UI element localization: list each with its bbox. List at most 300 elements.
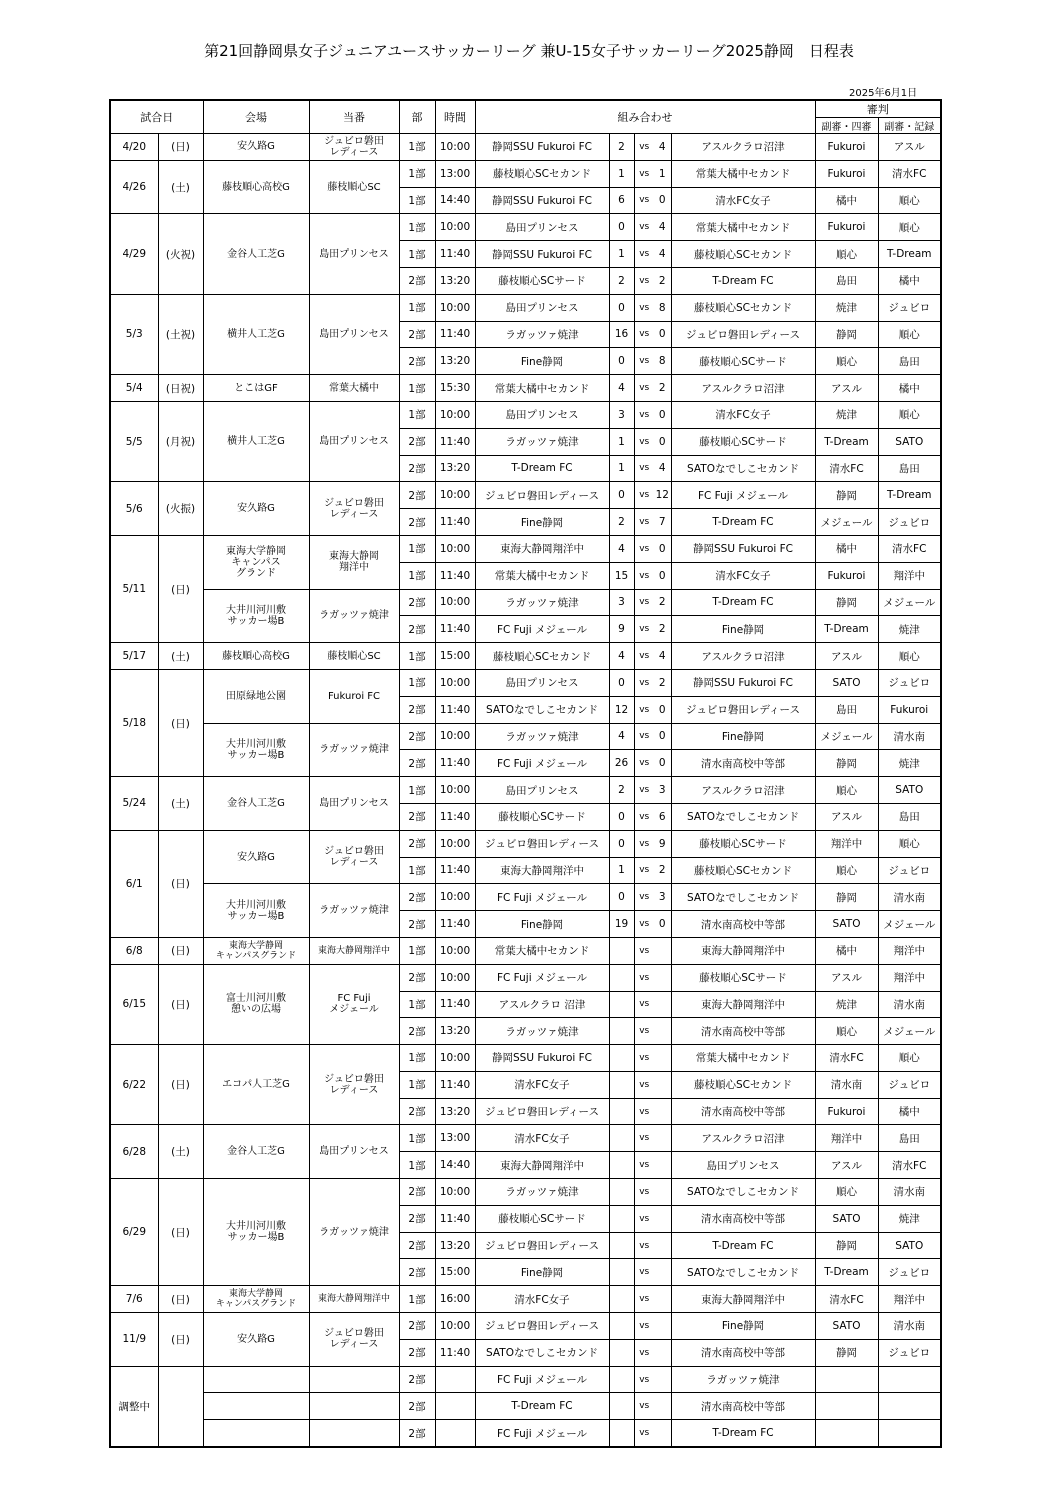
- division: 1部: [399, 535, 435, 562]
- referee-2: ジュビロ: [878, 857, 941, 884]
- home-score: 1: [609, 857, 634, 884]
- kickoff-time: 15:00: [435, 1259, 475, 1286]
- vs-label: vs: [634, 1366, 654, 1393]
- schedule-row: [110, 401, 941, 428]
- referee-1: [815, 1420, 878, 1447]
- venue-name: 安久路G: [203, 1313, 309, 1367]
- away-team: 藤枝順心SCサード: [671, 830, 815, 857]
- schedule-row: [110, 1366, 941, 1393]
- home-score: 1: [609, 428, 634, 455]
- schedule-row: [110, 1125, 941, 1152]
- away-team: ジュビロ磐田レディース: [671, 696, 815, 723]
- host-team: ラガッツァ焼津: [309, 723, 399, 777]
- referee-2: [878, 1393, 941, 1420]
- match-date: 5/17: [110, 643, 158, 670]
- division: 2部: [399, 723, 435, 750]
- venue-name: 東海大学静岡 キャンパスグランド: [203, 1286, 309, 1313]
- away-team: 藤枝順心SCサード: [671, 348, 815, 375]
- venue-name: とこはGF: [203, 375, 309, 402]
- away-team: 清水南高校中等部: [671, 1339, 815, 1366]
- away-team: T-Dream FC: [671, 589, 815, 616]
- schedule-row: [110, 1393, 941, 1420]
- referee-1: 静岡: [815, 884, 878, 911]
- host-team: [309, 1393, 399, 1420]
- vs-label: vs: [634, 750, 654, 777]
- home-score: [609, 1125, 634, 1152]
- away-team: 藤枝順心SCサード: [671, 428, 815, 455]
- home-team: 藤枝順心SCサード: [475, 803, 609, 830]
- referee-2: 島田: [878, 803, 941, 830]
- referee-2: 橘中: [878, 375, 941, 402]
- division: 1部: [399, 937, 435, 964]
- referee-1: Fukuroi: [815, 562, 878, 589]
- kickoff-time: 10:00: [435, 830, 475, 857]
- home-team: ラガッツァ焼津: [475, 1179, 609, 1206]
- venue-name: 東海大学静岡 キャンパスグランド: [203, 937, 309, 964]
- division: 2部: [399, 348, 435, 375]
- away-team: 東海大静岡翔洋中: [671, 937, 815, 964]
- referee-2: ジュビロ: [878, 669, 941, 696]
- vs-label: vs: [634, 535, 654, 562]
- vs-label: vs: [634, 214, 654, 241]
- division: 2部: [399, 428, 435, 455]
- division: 2部: [399, 803, 435, 830]
- host-team: [309, 1366, 399, 1393]
- referee-1: アスル: [815, 643, 878, 670]
- referee-1: T-Dream: [815, 616, 878, 643]
- away-team: 清水南高校中等部: [671, 1205, 815, 1232]
- host-team: 島田プリンセス: [309, 214, 399, 294]
- away-score: [654, 937, 671, 964]
- home-team: FC Fuji メジェール: [475, 964, 609, 991]
- venue-name: 金谷人工芝G: [203, 1125, 309, 1179]
- kickoff-time: 13:20: [435, 1232, 475, 1259]
- division: 2部: [399, 1018, 435, 1045]
- home-team: ラガッツァ焼津: [475, 723, 609, 750]
- division: 1部: [399, 643, 435, 670]
- home-team: SATOなでしこセカンド: [475, 696, 609, 723]
- schedule-table: [109, 99, 942, 1448]
- vs-label: vs: [634, 1232, 654, 1259]
- away-score: [654, 1018, 671, 1045]
- host-team: Fukuroi FC: [309, 669, 399, 723]
- home-score: [609, 1098, 634, 1125]
- referee-1: 橘中: [815, 535, 878, 562]
- away-team: 静岡SSU Fukuroi FC: [671, 535, 815, 562]
- away-team: アスルクラロ沼津: [671, 375, 815, 402]
- match-weekday: (日): [158, 1313, 203, 1367]
- vs-label: vs: [634, 830, 654, 857]
- referee-2: 清水FC: [878, 160, 941, 187]
- referee-2: 島田: [878, 1125, 941, 1152]
- schedule-row: [110, 1179, 941, 1206]
- vs-label: vs: [634, 696, 654, 723]
- away-score: [654, 1045, 671, 1072]
- referee-2: 清水南: [878, 991, 941, 1018]
- vs-label: vs: [634, 1205, 654, 1232]
- home-score: [609, 1366, 634, 1393]
- vs-label: vs: [634, 1259, 654, 1286]
- home-team: 島田プリンセス: [475, 669, 609, 696]
- away-team: アスルクラロ沼津: [671, 1125, 815, 1152]
- vs-label: vs: [634, 1420, 654, 1447]
- kickoff-time: 10:00: [435, 589, 475, 616]
- away-team: 藤枝順心SCセカンド: [671, 241, 815, 268]
- match-date: 4/29: [110, 214, 158, 294]
- away-team: 藤枝順心SCセカンド: [671, 857, 815, 884]
- kickoff-time: 13:20: [435, 455, 475, 482]
- home-team: FC Fuji メジェール: [475, 750, 609, 777]
- referee-2: SATO: [878, 1232, 941, 1259]
- schedule-row: [110, 1045, 941, 1072]
- match-weekday: (日): [158, 830, 203, 937]
- venue-name: 大井川河川敷 サッカー場B: [203, 589, 309, 643]
- host-team: [309, 1420, 399, 1447]
- vs-label: vs: [634, 723, 654, 750]
- home-team: ジュビロ磐田レディース: [475, 1313, 609, 1340]
- division: 2部: [399, 1313, 435, 1340]
- referee-2: 島田: [878, 348, 941, 375]
- referee-2: 焼津: [878, 1205, 941, 1232]
- home-team: ジュビロ磐田レディース: [475, 830, 609, 857]
- venue-name: 富士川河川敷 憩いの広場: [203, 964, 309, 1044]
- header-match-day: 試合日: [110, 100, 203, 134]
- kickoff-time: 10:00: [435, 669, 475, 696]
- away-score: [654, 964, 671, 991]
- referee-1: 静岡: [815, 321, 878, 348]
- referee-2: 焼津: [878, 750, 941, 777]
- kickoff-time: 10:00: [435, 482, 475, 509]
- referee-2: メジェール: [878, 1018, 941, 1045]
- kickoff-time: 13:00: [435, 1125, 475, 1152]
- away-score: [654, 1098, 671, 1125]
- referee-2: 順心: [878, 830, 941, 857]
- venue-name: 安久路G: [203, 134, 309, 161]
- away-score: [654, 991, 671, 1018]
- away-team: 清水FC女子: [671, 562, 815, 589]
- away-score: [654, 1205, 671, 1232]
- vs-label: vs: [634, 1018, 654, 1045]
- division: 2部: [399, 455, 435, 482]
- division: 1部: [399, 857, 435, 884]
- home-team: 藤枝順心SCサード: [475, 1205, 609, 1232]
- division: 1部: [399, 241, 435, 268]
- header-referee: 審判: [815, 100, 941, 118]
- home-score: [609, 1045, 634, 1072]
- home-score: [609, 1393, 634, 1420]
- home-score: 4: [609, 643, 634, 670]
- referee-1: 順心: [815, 1018, 878, 1045]
- vs-label: vs: [634, 1125, 654, 1152]
- match-weekday: (日): [158, 134, 203, 161]
- referee-2: [878, 1420, 941, 1447]
- schedule-row: [110, 214, 941, 241]
- division: 2部: [399, 321, 435, 348]
- referee-2: 順心: [878, 401, 941, 428]
- home-team: T-Dream FC: [475, 1393, 609, 1420]
- home-score: [609, 1152, 634, 1179]
- away-score: [654, 1071, 671, 1098]
- kickoff-time: 11:40: [435, 321, 475, 348]
- away-team: Fine静岡: [671, 616, 815, 643]
- referee-1: 順心: [815, 241, 878, 268]
- venue-name: 金谷人工芝G: [203, 777, 309, 831]
- vs-label: vs: [634, 401, 654, 428]
- referee-2: 清水FC: [878, 535, 941, 562]
- home-score: [609, 964, 634, 991]
- away-team: SATOなでしこセカンド: [671, 1179, 815, 1206]
- kickoff-time: 16:00: [435, 1286, 475, 1313]
- referee-1: [815, 1393, 878, 1420]
- home-score: 9: [609, 616, 634, 643]
- kickoff-time: 11:40: [435, 1339, 475, 1366]
- schedule-row: [110, 535, 941, 562]
- home-score: 6: [609, 187, 634, 214]
- referee-2: 島田: [878, 455, 941, 482]
- home-team: 藤枝順心SCサード: [475, 267, 609, 294]
- referee-2: 順心: [878, 321, 941, 348]
- home-team: 清水FC女子: [475, 1125, 609, 1152]
- home-score: 26: [609, 750, 634, 777]
- schedule-body: [110, 134, 941, 1448]
- vs-label: vs: [634, 1179, 654, 1206]
- away-team: ジュビロ磐田レディース: [671, 321, 815, 348]
- match-date: 7/6: [110, 1286, 158, 1313]
- kickoff-time: 11:40: [435, 911, 475, 938]
- issue-date: 2025年6月1日: [849, 88, 918, 99]
- kickoff-time: 11:40: [435, 562, 475, 589]
- vs-label: vs: [634, 669, 654, 696]
- division: 1部: [399, 991, 435, 1018]
- match-weekday: (日): [158, 964, 203, 1044]
- division: 2部: [399, 1393, 435, 1420]
- away-team: 清水南高校中等部: [671, 750, 815, 777]
- away-team: FC Fuji メジェール: [671, 482, 815, 509]
- referee-2: 順心: [878, 214, 941, 241]
- match-weekday: (月祝): [158, 401, 203, 481]
- page-title: 第21回静岡県女子ジュニアユースサッカーリーグ 兼U-15女子サッカーリーグ2025静岡 日程表: [204, 42, 854, 60]
- home-score: 3: [609, 589, 634, 616]
- home-team: 清水FC女子: [475, 1071, 609, 1098]
- referee-2: 清水南: [878, 884, 941, 911]
- division: 2部: [399, 482, 435, 509]
- home-score: 0: [609, 884, 634, 911]
- vs-label: vs: [634, 428, 654, 455]
- division: 2部: [399, 509, 435, 536]
- schedule-row: [110, 937, 941, 964]
- home-team: 島田プリンセス: [475, 294, 609, 321]
- home-score: 1: [609, 455, 634, 482]
- home-team: 常葉大橘中セカンド: [475, 562, 609, 589]
- referee-1: アスル: [815, 375, 878, 402]
- referee-2: Fukuroi: [878, 696, 941, 723]
- vs-label: vs: [634, 294, 654, 321]
- home-team: 東海大静岡翔洋中: [475, 535, 609, 562]
- host-team: 島田プリンセス: [309, 777, 399, 831]
- vs-label: vs: [634, 241, 654, 268]
- match-weekday: (日祝): [158, 375, 203, 402]
- kickoff-time: 11:40: [435, 241, 475, 268]
- venue-name: 大井川河川敷 サッカー場B: [203, 884, 309, 938]
- division: 2部: [399, 1366, 435, 1393]
- header-ref1: 副審・四審: [815, 118, 878, 134]
- division: 2部: [399, 616, 435, 643]
- away-score: 3: [654, 884, 671, 911]
- match-weekday: (日): [158, 937, 203, 964]
- away-score: 2: [654, 669, 671, 696]
- match-date: 6/1: [110, 830, 158, 937]
- away-team: 常葉大橘中セカンド: [671, 160, 815, 187]
- away-score: 4: [654, 241, 671, 268]
- referee-1: Fukuroi: [815, 1098, 878, 1125]
- vs-label: vs: [634, 777, 654, 804]
- schedule-row: [110, 294, 941, 321]
- away-score: 8: [654, 294, 671, 321]
- host-team: 東海大静岡翔洋中: [309, 1286, 399, 1313]
- host-team: 東海大静岡 翔洋中: [309, 535, 399, 589]
- venue-name: 藤枝順心高校G: [203, 643, 309, 670]
- vs-label: vs: [634, 1152, 654, 1179]
- referee-2: ジュビロ: [878, 1071, 941, 1098]
- referee-2: 清水南: [878, 1179, 941, 1206]
- referee-1: アスル: [815, 964, 878, 991]
- home-team: FC Fuji メジェール: [475, 1420, 609, 1447]
- venue-name: 安久路G: [203, 830, 309, 884]
- away-team: SATOなでしこセカンド: [671, 455, 815, 482]
- venue-name: 東海大学静岡 キャンパス グランド: [203, 535, 309, 589]
- away-score: 3: [654, 777, 671, 804]
- kickoff-time: 11:40: [435, 428, 475, 455]
- match-weekday: (土祝): [158, 294, 203, 374]
- referee-2: 順心: [878, 1045, 941, 1072]
- away-score: 0: [654, 723, 671, 750]
- home-team: 静岡SSU Fukuroi FC: [475, 134, 609, 161]
- division: 1部: [399, 187, 435, 214]
- away-team: 藤枝順心SCセカンド: [671, 294, 815, 321]
- home-score: 16: [609, 321, 634, 348]
- referee-2: 清水FC: [878, 1152, 941, 1179]
- division: 1部: [399, 214, 435, 241]
- referee-1: SATO: [815, 1205, 878, 1232]
- home-score: 0: [609, 482, 634, 509]
- referee-1: 順心: [815, 1179, 878, 1206]
- host-team: 島田プリンセス: [309, 401, 399, 481]
- home-score: 2: [609, 267, 634, 294]
- division: 1部: [399, 1071, 435, 1098]
- referee-2: SATO: [878, 428, 941, 455]
- away-score: [654, 1125, 671, 1152]
- kickoff-time: 10:00: [435, 535, 475, 562]
- kickoff-time: 13:20: [435, 1098, 475, 1125]
- match-weekday: (日): [158, 1179, 203, 1286]
- home-score: [609, 1179, 634, 1206]
- referee-2: T-Dream: [878, 482, 941, 509]
- referee-2: 順心: [878, 187, 941, 214]
- kickoff-time: 10:00: [435, 294, 475, 321]
- away-team: 清水南高校中等部: [671, 1393, 815, 1420]
- referee-1: 静岡: [815, 750, 878, 777]
- home-team: FC Fuji メジェール: [475, 884, 609, 911]
- division: 2部: [399, 696, 435, 723]
- vs-label: vs: [634, 1393, 654, 1420]
- match-date: 4/26: [110, 160, 158, 214]
- home-score: [609, 1420, 634, 1447]
- away-score: [654, 1152, 671, 1179]
- home-team: 島田プリンセス: [475, 401, 609, 428]
- referee-2: アスル: [878, 134, 941, 161]
- division: 1部: [399, 1125, 435, 1152]
- away-team: SATOなでしこセカンド: [671, 884, 815, 911]
- home-team: 藤枝順心SCセカンド: [475, 160, 609, 187]
- home-score: 0: [609, 348, 634, 375]
- away-score: 12: [654, 482, 671, 509]
- away-team: 静岡SSU Fukuroi FC: [671, 669, 815, 696]
- home-team: ラガッツァ焼津: [475, 589, 609, 616]
- host-team: 藤枝順心SC: [309, 160, 399, 214]
- away-team: 清水南高校中等部: [671, 1018, 815, 1045]
- referee-2: T-Dream: [878, 241, 941, 268]
- away-score: 2: [654, 589, 671, 616]
- schedule-row: [110, 669, 941, 696]
- referee-1: 翔洋中: [815, 1125, 878, 1152]
- away-team: T-Dream FC: [671, 267, 815, 294]
- referee-1: 静岡: [815, 1339, 878, 1366]
- schedule-row: [110, 1313, 941, 1340]
- home-score: [609, 1018, 634, 1045]
- referee-2: 橘中: [878, 1098, 941, 1125]
- away-team: 島田プリンセス: [671, 1152, 815, 1179]
- referee-1: 静岡: [815, 589, 878, 616]
- vs-label: vs: [634, 375, 654, 402]
- away-score: 0: [654, 401, 671, 428]
- home-team: ジュビロ磐田レディース: [475, 1098, 609, 1125]
- away-score: 0: [654, 321, 671, 348]
- referee-1: SATO: [815, 1313, 878, 1340]
- referee-1: 清水FC: [815, 1286, 878, 1313]
- home-team: ジュビロ磐田レディース: [475, 1232, 609, 1259]
- home-score: [609, 991, 634, 1018]
- vs-label: vs: [634, 348, 654, 375]
- division: 2部: [399, 911, 435, 938]
- host-team: 島田プリンセス: [309, 1125, 399, 1179]
- home-score: 0: [609, 803, 634, 830]
- home-score: 2: [609, 509, 634, 536]
- division: 2部: [399, 267, 435, 294]
- division: 1部: [399, 294, 435, 321]
- home-score: [609, 1071, 634, 1098]
- referee-1: メジェール: [815, 509, 878, 536]
- vs-label: vs: [634, 589, 654, 616]
- home-score: [609, 1339, 634, 1366]
- division: 2部: [399, 1339, 435, 1366]
- away-team: T-Dream FC: [671, 509, 815, 536]
- referee-1: 静岡: [815, 1232, 878, 1259]
- vs-label: vs: [634, 964, 654, 991]
- home-score: 3: [609, 401, 634, 428]
- referee-1: Fukuroi: [815, 214, 878, 241]
- vs-label: vs: [634, 857, 654, 884]
- away-score: 4: [654, 214, 671, 241]
- vs-label: vs: [634, 643, 654, 670]
- away-score: [654, 1339, 671, 1366]
- away-team: 清水FC女子: [671, 401, 815, 428]
- away-score: [654, 1286, 671, 1313]
- vs-label: vs: [634, 991, 654, 1018]
- home-team: 常葉大橘中セカンド: [475, 375, 609, 402]
- referee-2: 翔洋中: [878, 562, 941, 589]
- referee-1: 焼津: [815, 401, 878, 428]
- header-time: 時間: [435, 100, 475, 134]
